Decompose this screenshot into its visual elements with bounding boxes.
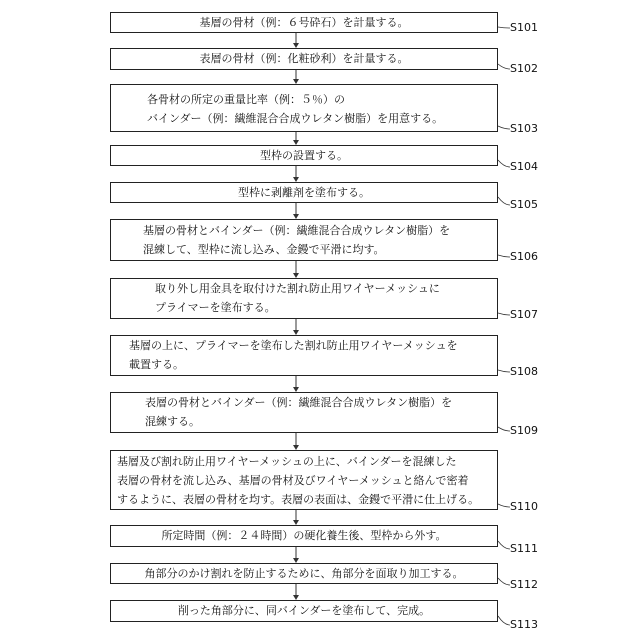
step-box-s105 [110, 182, 498, 203]
step-label-s105: S105 [510, 198, 538, 211]
label-leader-line [498, 255, 510, 257]
step-box-s112 [110, 563, 498, 584]
step-box-s106 [110, 219, 498, 261]
step-text: 基層の骨材とバインダー（例：繊維混合合成ウレタン樹脂）を [143, 221, 487, 240]
step-text: バインダー（例：繊維混合合成ウレタン樹脂）を用意する。 [147, 109, 487, 128]
flowchart [0, 0, 640, 640]
step-text: 取り外し用金具を取付けた割れ防止用ワイヤーメッシュに [155, 279, 487, 298]
step-text: 載置する。 [129, 355, 487, 374]
step-label-s104: S104 [510, 160, 538, 173]
label-leader-line [498, 504, 510, 507]
step-text: するように、表層の骨材を均す。表層の表面は、金鏝で平滑に仕上げる。 [117, 490, 487, 509]
step-label-s111: S111 [510, 542, 538, 555]
step-text: 削った角部分に、同バインダーを塗布して、完成。 [121, 601, 487, 620]
step-box-s113 [110, 600, 498, 622]
step-text: 表層の骨材（例：化粧砂利）を計量する。 [121, 49, 487, 68]
step-text: 基層の上に、プライマーを塗布した割れ防止用ワイヤーメッシュを [129, 336, 487, 355]
step-label-s106: S106 [510, 250, 538, 263]
step-box-s104 [110, 145, 498, 166]
step-text: 型枠の設置する。 [121, 146, 487, 165]
label-leader-line [498, 427, 510, 431]
step-text: 表層の骨材を流し込み、基層の骨材及びワイヤーメッシュと絡んで密着 [117, 471, 487, 490]
step-box-s109 [110, 392, 498, 433]
step-label-s107: S107 [510, 308, 538, 321]
step-box-s103 [110, 84, 498, 132]
label-leader-line [498, 616, 510, 625]
step-text: 基層の骨材（例：６号砕石）を計量する。 [121, 13, 487, 32]
step-text: 型枠に剥離剤を塗布する。 [121, 183, 487, 202]
step-box-s107 [110, 278, 498, 319]
step-label-s101: S101 [510, 21, 538, 34]
step-box-s108 [110, 335, 498, 376]
step-text: プライマーを塗布する。 [155, 298, 487, 317]
label-leader-line [498, 370, 510, 372]
label-leader-line [498, 578, 510, 585]
step-box-s111 [110, 525, 498, 547]
label-leader-line [498, 64, 510, 69]
step-text: 混練する。 [145, 412, 487, 431]
step-label-s112: S112 [510, 578, 538, 591]
label-leader-line [498, 541, 510, 549]
label-leader-line [498, 197, 510, 205]
label-leader-line [498, 160, 510, 167]
step-label-s102: S102 [510, 62, 538, 75]
step-text: 基層及び割れ防止用ワイヤーメッシュの上に、バインダーを混練した [117, 452, 487, 471]
step-label-s103: S103 [510, 122, 538, 135]
step-label-s110: S110 [510, 500, 538, 513]
label-leader-line [498, 126, 510, 129]
step-text: 角部分のかけ割れを防止するために、角部分を面取り加工する。 [121, 564, 487, 583]
step-box-s101 [110, 12, 498, 33]
step-label-s113: S113 [510, 618, 538, 631]
step-box-s102 [110, 48, 498, 70]
step-text: 各骨材の所定の重量比率（例：５％）の [147, 90, 487, 109]
step-text: 所定時間（例：２４時間）の硬化養生後、型枠から外す。 [121, 526, 487, 545]
step-text: 混練して、型枠に流し込み、金鏝で平滑に均す。 [143, 240, 487, 259]
label-leader-line [498, 313, 510, 315]
step-text: 表層の骨材とバインダー（例：繊維混合合成ウレタン樹脂）を [145, 393, 487, 412]
label-leader-line [498, 27, 510, 28]
step-label-s109: S109 [510, 424, 538, 437]
step-box-s110 [110, 450, 498, 510]
step-label-s108: S108 [510, 365, 538, 378]
